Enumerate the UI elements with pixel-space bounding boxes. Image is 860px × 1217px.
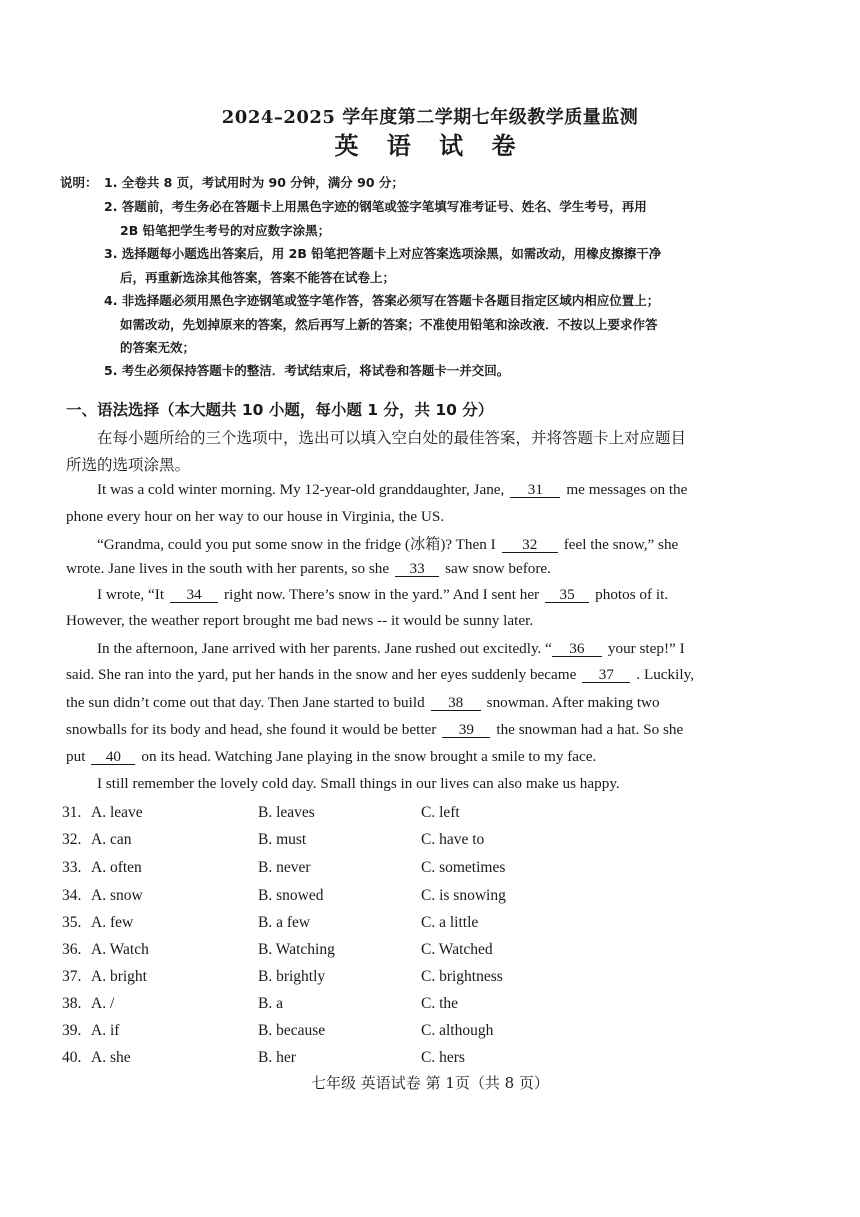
option-a: A. /: [91, 995, 115, 1012]
passage-line: the sun didn’t come out that day. Then Jane started to build 38 snowman. After making two: [66, 694, 660, 711]
option-b: B. never: [258, 859, 311, 876]
passage-line: put 40 on its head. Watching Jane playing in the snow brought a smile to my face.: [66, 748, 597, 765]
option-a: A. snow: [91, 887, 143, 904]
option-c: C. left: [421, 804, 460, 821]
instructions-label: 说明：: [60, 175, 98, 190]
instruction-line: 2B 铅笔把学生考号的对应数字涂黑；: [120, 223, 331, 238]
option-c: C. is snowing: [421, 887, 506, 904]
section-instruction: 在每小题所给的三个选项中，选出可以填入空白处的最佳答案，并将答题卡上对应题目: [97, 429, 687, 447]
option-b: B. leaves: [258, 804, 315, 821]
section-instruction: 所选的选项涂黑。: [66, 456, 191, 474]
blank-38: 38: [431, 695, 481, 711]
option-b: B. must: [258, 831, 307, 848]
question-number: 40.: [62, 1049, 82, 1066]
passage-line: snowballs for its body and head, she found it would be better 39 the snowman had a hat. So she: [66, 721, 684, 738]
passage-line: In the afternoon, Jane arrived with her parents. Jane rushed out excitedly. “ 36 your step!” I: [97, 640, 685, 657]
question-number: 33.: [62, 859, 82, 876]
option-c: C. brightness: [421, 968, 503, 985]
option-b: B. brightly: [258, 968, 326, 985]
option-a: A. if: [91, 1022, 120, 1039]
question-number: 36.: [62, 941, 82, 958]
option-c: C. the: [421, 995, 459, 1012]
option-c: C. Watched: [421, 941, 493, 958]
blank-36: 36: [552, 641, 602, 657]
section-heading: 一、语法选择（本大题共 10 小题，每小题 1 分，共 10 分）: [66, 401, 494, 419]
option-b: B. her: [258, 1049, 296, 1066]
question-number: 35.: [62, 914, 82, 931]
exam-subject-title: 英 语 试 卷: [334, 131, 526, 160]
page-footer: 七年级 英语试卷 第 1页（共 8 页）: [311, 1074, 549, 1092]
blank-31: 31: [510, 482, 560, 498]
passage-line: phone every hour on her way to our house in Virginia, the US.: [66, 508, 445, 525]
passage-line: It was a cold winter morning. My 12-year-old granddaughter, Jane, 31 me messages on the: [97, 481, 688, 498]
option-b: B. because: [258, 1022, 326, 1039]
passage-line: I wrote, “It 34 right now. There’s snow in the yard.” And I sent her 35 photos of it.: [97, 586, 669, 603]
option-c: C. a little: [421, 914, 479, 931]
instruction-line: 5. 考生必须保持答题卡的整洁．考试结束后，将试卷和答题卡一并交回。: [104, 363, 510, 378]
option-b: B. Watching: [258, 941, 335, 958]
option-c: C. hers: [421, 1049, 465, 1066]
option-b: B. a few: [258, 914, 311, 931]
blank-35: 35: [545, 587, 589, 603]
question-number: 34.: [62, 887, 82, 904]
option-c: C. sometimes: [421, 859, 506, 876]
passage-line: However, the weather report brought me bad news -- it would be sunny later.: [66, 612, 534, 629]
option-a: A. Watch: [91, 941, 149, 958]
instruction-line: 如需改动，先划掉原来的答案，然后再写上新的答案；不准使用铅笔和涂改液．不按以上要求作答: [120, 317, 658, 332]
passage-line: said. She ran into the yard, put her hands in the snow and her eyes suddenly became 37 . Luckily,: [66, 666, 694, 683]
blank-37: 37: [582, 667, 630, 683]
instruction-line: 1. 全卷共 8 页，考试用时为 90 分钟，满分 90 分；: [104, 175, 404, 190]
option-b: B. a: [258, 995, 283, 1012]
question-number: 39.: [62, 1022, 82, 1039]
passage-line: wrote. Jane lives in the south with her parents, so she 33 saw snow before.: [66, 560, 551, 577]
question-number: 32.: [62, 831, 82, 848]
blank-33: 33: [395, 561, 439, 577]
blank-40: 40: [91, 749, 135, 765]
option-a: A. bright: [91, 968, 147, 985]
instruction-line: 2. 答题前，考生务必在答题卡上用黑色字迹的钢笔或签字笔填写准考证号、姓名、学生考号，再用: [104, 199, 647, 214]
instruction-line: 的答案无效；: [120, 340, 196, 355]
question-number: 37.: [62, 968, 82, 985]
question-number: 31.: [62, 804, 82, 821]
option-c: C. although: [421, 1022, 494, 1039]
exam-title: 2024–2025 学年度第二学期七年级教学质量监测: [221, 107, 639, 128]
option-c: C. have to: [421, 831, 485, 848]
option-b: B. snowed: [258, 887, 324, 904]
option-a: A. often: [91, 859, 142, 876]
blank-34: 34: [170, 587, 218, 603]
option-a: A. she: [91, 1049, 131, 1066]
instruction-line: 3. 选择题每小题选出答案后，用 2B 铅笔把答题卡上对应答案选项涂黑，如需改动，用橡皮擦擦干净: [104, 246, 662, 261]
passage-line: “Grandma, could you put some snow in the fridge (冰箱)? Then I 32 feel the snow,” she: [97, 536, 679, 553]
option-a: A. leave: [91, 804, 143, 821]
blank-39: 39: [442, 722, 490, 738]
instruction-line: 后，再重新选涂其他答案，答案不能答在试卷上；: [120, 270, 396, 285]
passage-line: I still remember the lovely cold day. Small things in our lives can also make us happy.: [97, 775, 620, 792]
blank-32: 32: [502, 537, 558, 553]
option-a: A. few: [91, 914, 134, 931]
option-a: A. can: [91, 831, 132, 848]
question-number: 38.: [62, 995, 82, 1012]
instruction-line: 4. 非选择题必须用黑色字迹钢笔或签字笔作答，答案必须写在答题卡各题目指定区域内相应位置上；: [104, 293, 660, 308]
